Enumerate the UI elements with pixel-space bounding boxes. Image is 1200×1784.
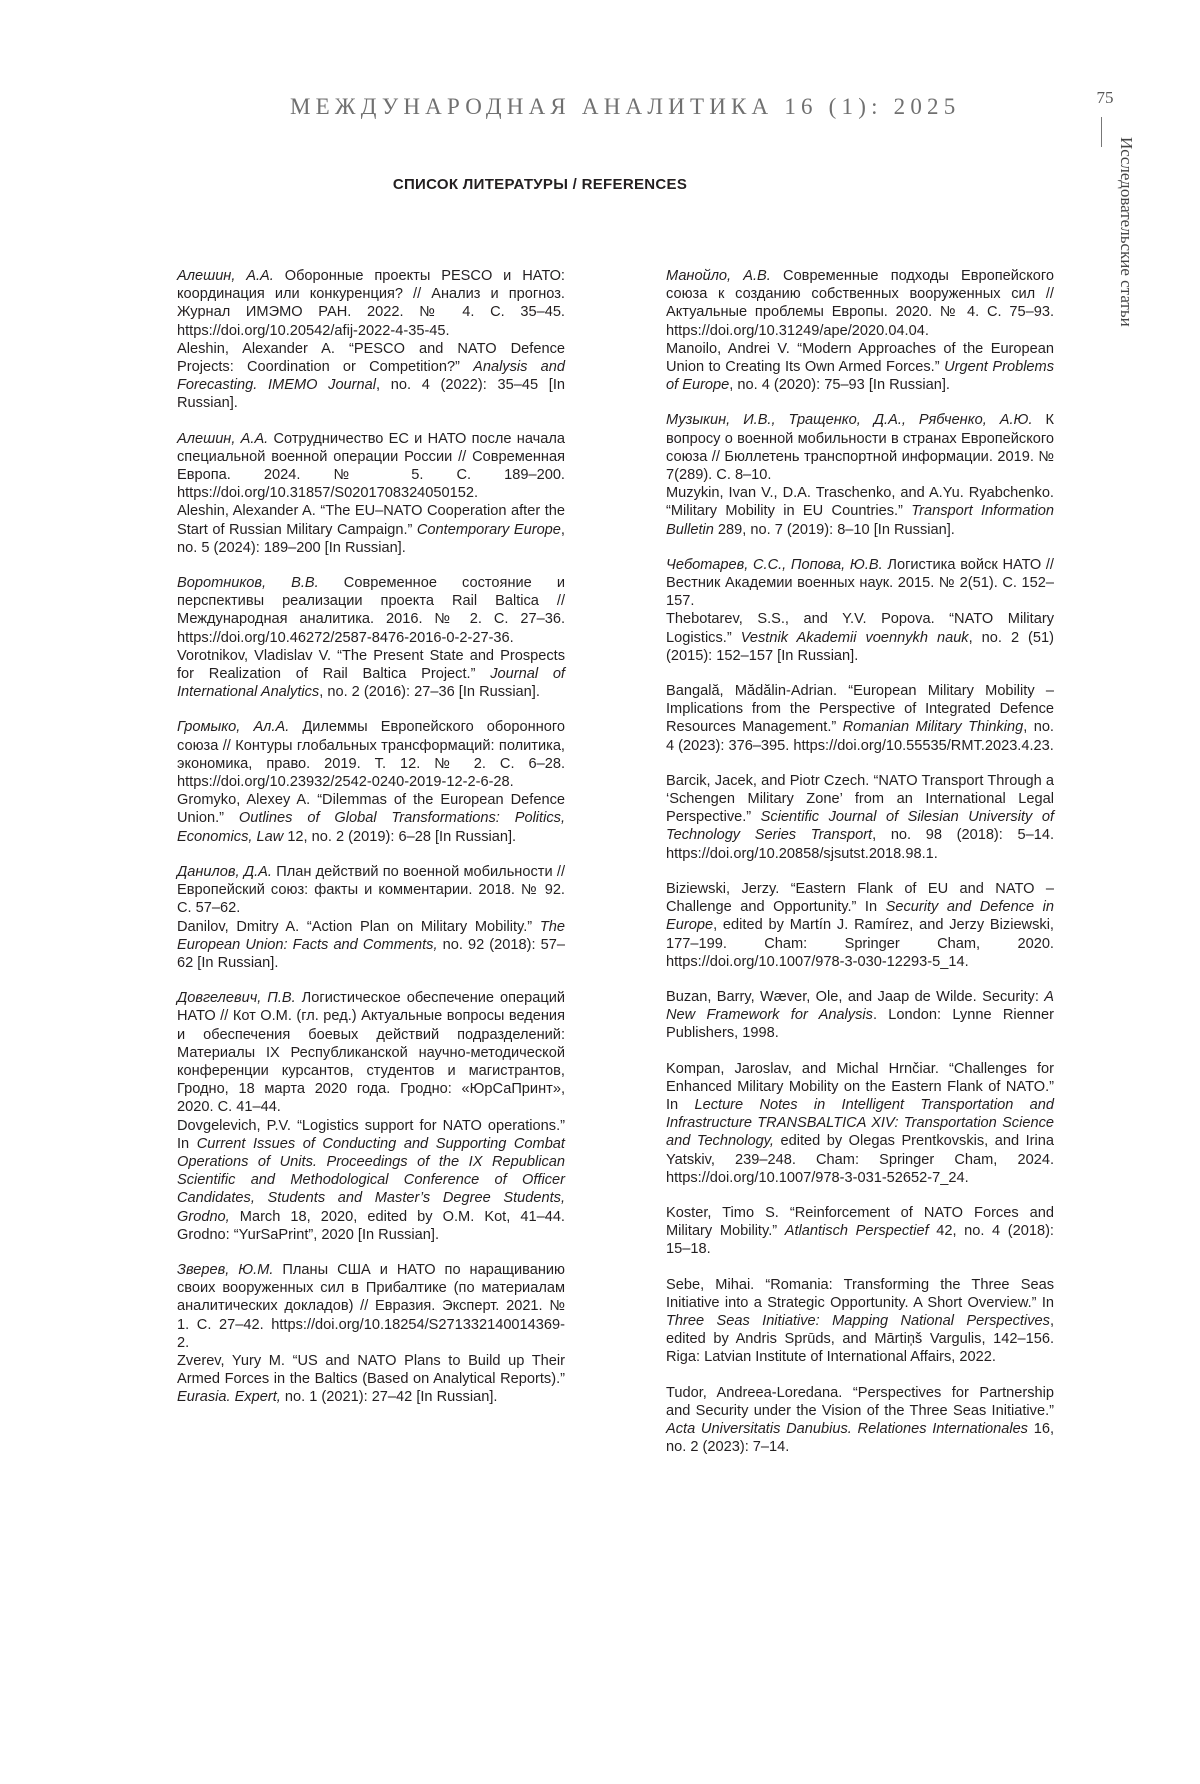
reference-ru-text: Дилеммы Европейского оборонного союза // Контуры глобальных трансформаций: политика, экономика, право. 2019. Т. 12. № 2. С. 6–28. https://doi.org/10.23932/2542-0240-2019-12-2-6-28. [177,719,565,791]
reference-entry [145,1261,565,1407]
reference-entry [634,1384,1054,1457]
reference-ru-author: Манойло, А.В. [666,268,771,284]
reference-ru [145,989,565,1116]
reference-en [634,1204,1054,1259]
reference-ru [634,556,1054,611]
reference-ru-text: Современные подходы Европейского союза к созданию собственных вооруженных сил // Актуальные проблемы Европы. 2020. № 4. С. 75–93. https://doi.org/10.31249/ape/2020.04.04. [666,268,1055,339]
reference-en-tail: , edited by Martín J. Ramírez, and Jerzy Biziewski, 177–199. Cham: Springer Cham, 2020. https://doi.org/10.1007/978-3-030-12293-5_14. [666,917,1054,970]
reference-entry [145,267,565,413]
reference-en [634,610,1054,665]
reference-entry [634,988,1054,1043]
reference-en [634,340,1054,395]
reference-entry [634,1204,1054,1259]
references-heading: СПИСОК ЛИТЕРАТУРЫ / REFERENCES [392,176,688,193]
reference-ru-text: Современное состояние и перспективы реализации проекта Rail Baltica // Международная аналитика. 2016. № 2. С. 27–36. https://doi.org/10.46272/2587-8476-2016-0-2-27-36. [177,575,566,646]
reference-en-tail: , edited by Andris Sprūds, and Mārtiņš Vargulis, 142–156. Riga: Latvian Institute of International Affairs, 2022. [666,1312,1054,1366]
reference-en [634,682,1054,755]
reference-en [634,988,1054,1043]
reference-ru [145,863,565,918]
reference-en-tail: 16, no. 2 (2023): 7–14. [666,1420,1054,1456]
reference-ru [145,718,565,791]
reference-en-lead: Manoilo, Andrei V. “Modern Approaches of the European Union to Creating Its Own Armed Forces.” [666,340,1054,376]
reference-en-title: Transport Information Bulletin [666,503,1054,538]
reference-en-lead: Biziewski, Jerzy. “Eastern Flank of EU and NATO – Challenge and Opportunity.” In [666,880,1054,916]
reference-en [634,772,1054,863]
reference-en [634,1276,1054,1367]
reference-en-title: Security and Defence in Europe [666,899,1055,934]
reference-entry [634,411,1054,538]
reference-en-title: Atlantisch Perspectief [784,1223,929,1240]
reference-ru [145,574,565,647]
reference-en-lead: Koster, Timo S. “Reinforcement of NATO Forces and Military Mobility.” [666,1204,1054,1240]
reference-en-title: Current Issues of Conducting and Supporting Combat Operations of Units. Proceedings of the IX Republican Scientific and Methodological Conference of Officer Candidates, Students and Master’s Degree Students, Grodno, [177,1135,565,1225]
page-number: 75 [1096,88,1114,107]
reference-en [145,918,565,973]
reference-ru-author: Алешин, А.А. [177,268,274,284]
reference-ru-author: Громыко, Ал.А. [177,719,290,736]
reference-entry [145,989,565,1244]
reference-en-tail: , no. 2 (51) (2015): 152–157 [In Russian]. [666,629,1055,664]
reference-en-tail: . London: Lynne Rienner Publishers, 1998. [666,1007,1054,1042]
reference-en-tail: , no. 98 (2018): 5–14. https://doi.org/10.20858/sjsutst.2018.98.1. [666,827,1055,862]
reference-en-lead: Aleshin, Alexander A. “PESCO and NATO Defence Projects: Coordination or Competition?” [177,340,565,376]
reference-en-tail: , no. 5 (2024): 189–200 [In Russian]. [177,521,565,556]
reference-entry [634,267,1054,394]
reference-en-lead: Dovgelevich, P.V. “Logistics support for NATO operations.” In [177,1117,565,1152]
reference-en-title: A New Framework for Analysis [666,988,1054,1024]
reference-en-title: Three Seas Initiative: Mapping National Perspectives [666,1312,1050,1329]
reference-en-title: Urgent Problems of Europe [666,359,1055,394]
reference-en [634,484,1054,539]
section-tab-label: Исследовательские статьи [1117,137,1136,327]
reference-en-title: Analysis and Forecasting. IMEMO Journal [177,359,565,394]
reference-en-title: Contemporary Europe [416,521,561,538]
reference-ru [634,411,1054,484]
reference-en-tail: , no. 4 (2020): 75–93 [In Russian]. [729,377,950,394]
references-right-column [634,267,1054,1473]
reference-en-lead: Barcik, Jacek, and Piotr Czech. “NATO Transport Through a ‘Schengen Military Zone’ from an International Legal Perspective.” [666,772,1054,826]
reference-ru-author: Данилов, Д.А. [177,863,272,880]
reference-en-tail: , no. 4 (2022): 35–45 [In Russian]. [177,377,565,412]
reference-en [634,880,1054,971]
reference-en-tail: , no. 4 (2023): 376–395. https://doi.org/10.55535/RMT.2023.4.23. [666,719,1054,754]
reference-ru-text: Логистическое обеспечение операций НАТО // Кот О.М. (гл. ред.) Актуальные вопросы ведения и обеспечения боевых действий подразделений: Материалы IX Республиканской научно-методической конференции курсантов, студентов и магистрантов, Гродно, 18 марта 2020 года. Гродно: «ЮрСаПринт», 2020. С. 41–44. [177,990,565,1116]
reference-en [145,791,565,846]
reference-en-lead: Aleshin, Alexander A. “The EU–NATO Cooperation after the Start of Russian Military Campaign.” [177,503,565,538]
reference-en-title: Vestnik Akademii voennykh nauk [740,629,969,646]
page-number-divider [1101,117,1102,147]
reference-ru-text: Сотрудничество ЕС и НАТО после начала специальной военной операции России // Современная Европа. 2024. № 5. С. 189–200. https://doi.org/10.31857/S0201708324050152. [177,430,565,502]
reference-entry [634,1276,1054,1367]
reference-en-lead: Danilov, Dmitry A. “Action Plan on Military Mobility.” [177,918,540,935]
reference-en-lead: Gromyko, Alexey A. “Dilemmas of the European Defence Union.” [177,792,565,827]
reference-en-tail: 12, no. 2 (2019): 6–28 [In Russian]. [283,828,517,845]
reference-en-lead: Vorotnikov, Vladislav V. “The Present State and Prospects for Realization of Rail Baltica Project.” [177,647,565,683]
reference-en-tail: March 18, 2020, edited by O.M. Kot, 41–44. Grodno: “YurSaPrint”, 2020 [In Russian]. [177,1208,565,1243]
reference-ru-author: Чеботарев, С.С., Попова, Ю.В. [666,556,883,573]
reference-en-lead: Sebe, Mihai. “Romania: Transforming the Three Seas Initiative into a Strategic Opportunity. A Short Overview.” In [666,1276,1054,1311]
reference-en-tail: , no. 2 (2016): 27–36 [In Russian]. [319,684,540,701]
reference-ru-author: Алешин, А.А. [177,430,269,447]
reference-en-tail: no. 92 (2018): 57–62 [In Russian]. [177,936,565,971]
reference-en-lead: Tudor, Andreea-Loredana. “Perspectives for Partnership and Security under the Vision of the Three Seas Initiative.” [666,1384,1054,1419]
reference-en [145,502,565,557]
reference-entry [634,1060,1054,1187]
reference-ru-text: К вопросу о военной мобильности в странах Европейского союза // Бюллетень транспортной информации. 2019. № 7(289). С. 8–10. [666,412,1054,484]
reference-en-tail: 289, no. 7 (2019): 8–10 [In Russian]. [713,521,955,538]
reference-en-lead: Thebotarev, S.S., and Y.V. Popova. “NATO Military Logistics.” [666,611,1054,646]
journal-running-head: МЕЖДУНАРОДНАЯ АНАЛИТИКА 16 (1): 2025 [290,94,961,119]
reference-en-title: Outlines of Global Transformations: Politics, Economics, Law [177,810,565,845]
reference-en [145,647,565,702]
reference-ru [634,267,1054,340]
reference-ru-text: Планы США и НАТО по наращиванию своих вооруженных сил в Прибалтике (по материалам аналитических докладов) // Евразия. Эксперт. 2021. № 1. С. 27–42. https://doi.org/10.18254/S271332140014369-2. [177,1261,565,1351]
reference-entry [634,556,1054,665]
reference-ru [145,1261,565,1352]
reference-en [145,1117,565,1244]
reference-en-tail: no. 1 (2021): 27–42 [In Russian]. [280,1389,498,1406]
reference-en-title: The European Union: Facts and Comments, [177,918,565,953]
reference-ru-author: Воротников, В.В. [177,575,319,592]
reference-en-title: Acta Universitatis Danubius. Relationes Internationales [666,1420,1028,1437]
reference-ru-text: Логистика войск НАТО // Вестник Академии военных наук. 2015. № 2(51). С. 152–157. [666,556,1054,610]
reference-en-lead: Zverev, Yury M. “US and NATO Plans to Build up Their Armed Forces in the Baltics (Based on Analytical Reports).” [177,1352,565,1388]
reference-en-lead: Bangală, Mădălin-Adrian. “European Military Mobility – Implications from the Perspective of Integrated Defence Resources Management.” [666,683,1054,736]
reference-en [145,340,565,413]
reference-en [634,1384,1054,1457]
reference-en-tail: 42, no. 4 (2018): 15–18. [666,1223,1054,1258]
reference-en-lead: Buzan, Barry, Wæver, Ole, and Jaap de Wilde. Security: [666,988,1045,1005]
reference-entry [634,682,1054,755]
reference-en-title: Scientific Journal of Silesian University of Technology Series Transport [666,809,1054,844]
reference-en-tail: edited by Olegas Prentkovskis, and Irina Yatskiv, 239–248. Cham: Springer Cham, 2024. https://doi.org/10.1007/978-3-031-52652-7_24. [666,1133,1054,1186]
reference-entry [145,430,565,557]
reference-entry [634,880,1054,971]
reference-ru [145,267,565,340]
reference-en [634,1060,1054,1187]
reference-en-title: Lecture Notes in Intelligent Transportation and Infrastructure TRANSBALTICA XIV: Transportation Science and Technology, [666,1096,1054,1150]
reference-entry [145,863,565,972]
references-left-column [145,267,565,1424]
reference-ru-author: Музыкин, И.В., Тращенко, Д.А., Рябченко, А.Ю. [666,412,1033,429]
reference-ru-text: План действий по военной мобильности // Европейский союз: факты и комментарии. 2018. № 92. С. 57–62. [177,863,565,917]
reference-en [145,1352,565,1407]
reference-ru [145,430,565,503]
reference-en-lead: Kompan, Jaroslav, and Michal Hrnčiar. “Challenges for Enhanced Military Mobility on the Eastern Flank of NATO.” In [666,1060,1054,1113]
reference-ru-author: Зверев, Ю.М. [177,1261,274,1278]
reference-ru-text: Оборонные проекты PESCO и НАТО: координация или конкуренция? // Анализ и прогноз. Журнал ИМЭМО РАН. 2022. № 4. С. 35–45. https://doi.org/10.20542/afij-2022-4-35-45. [177,268,565,339]
reference-entry [634,772,1054,863]
reference-entry [145,718,565,845]
reference-en-title: Eurasia. Expert, [177,1389,281,1406]
reference-en-title: Journal of International Analytics [177,666,565,701]
reference-entry [145,574,565,701]
reference-en-lead: Muzykin, Ivan V., D.A. Traschenko, and A.Yu. Ryabchenko. “Military Mobility in EU Countries.” [666,485,1054,520]
reference-ru-author: Довгелевич, П.В. [177,990,296,1007]
reference-en-title: Romanian Military Thinking [842,719,1024,736]
